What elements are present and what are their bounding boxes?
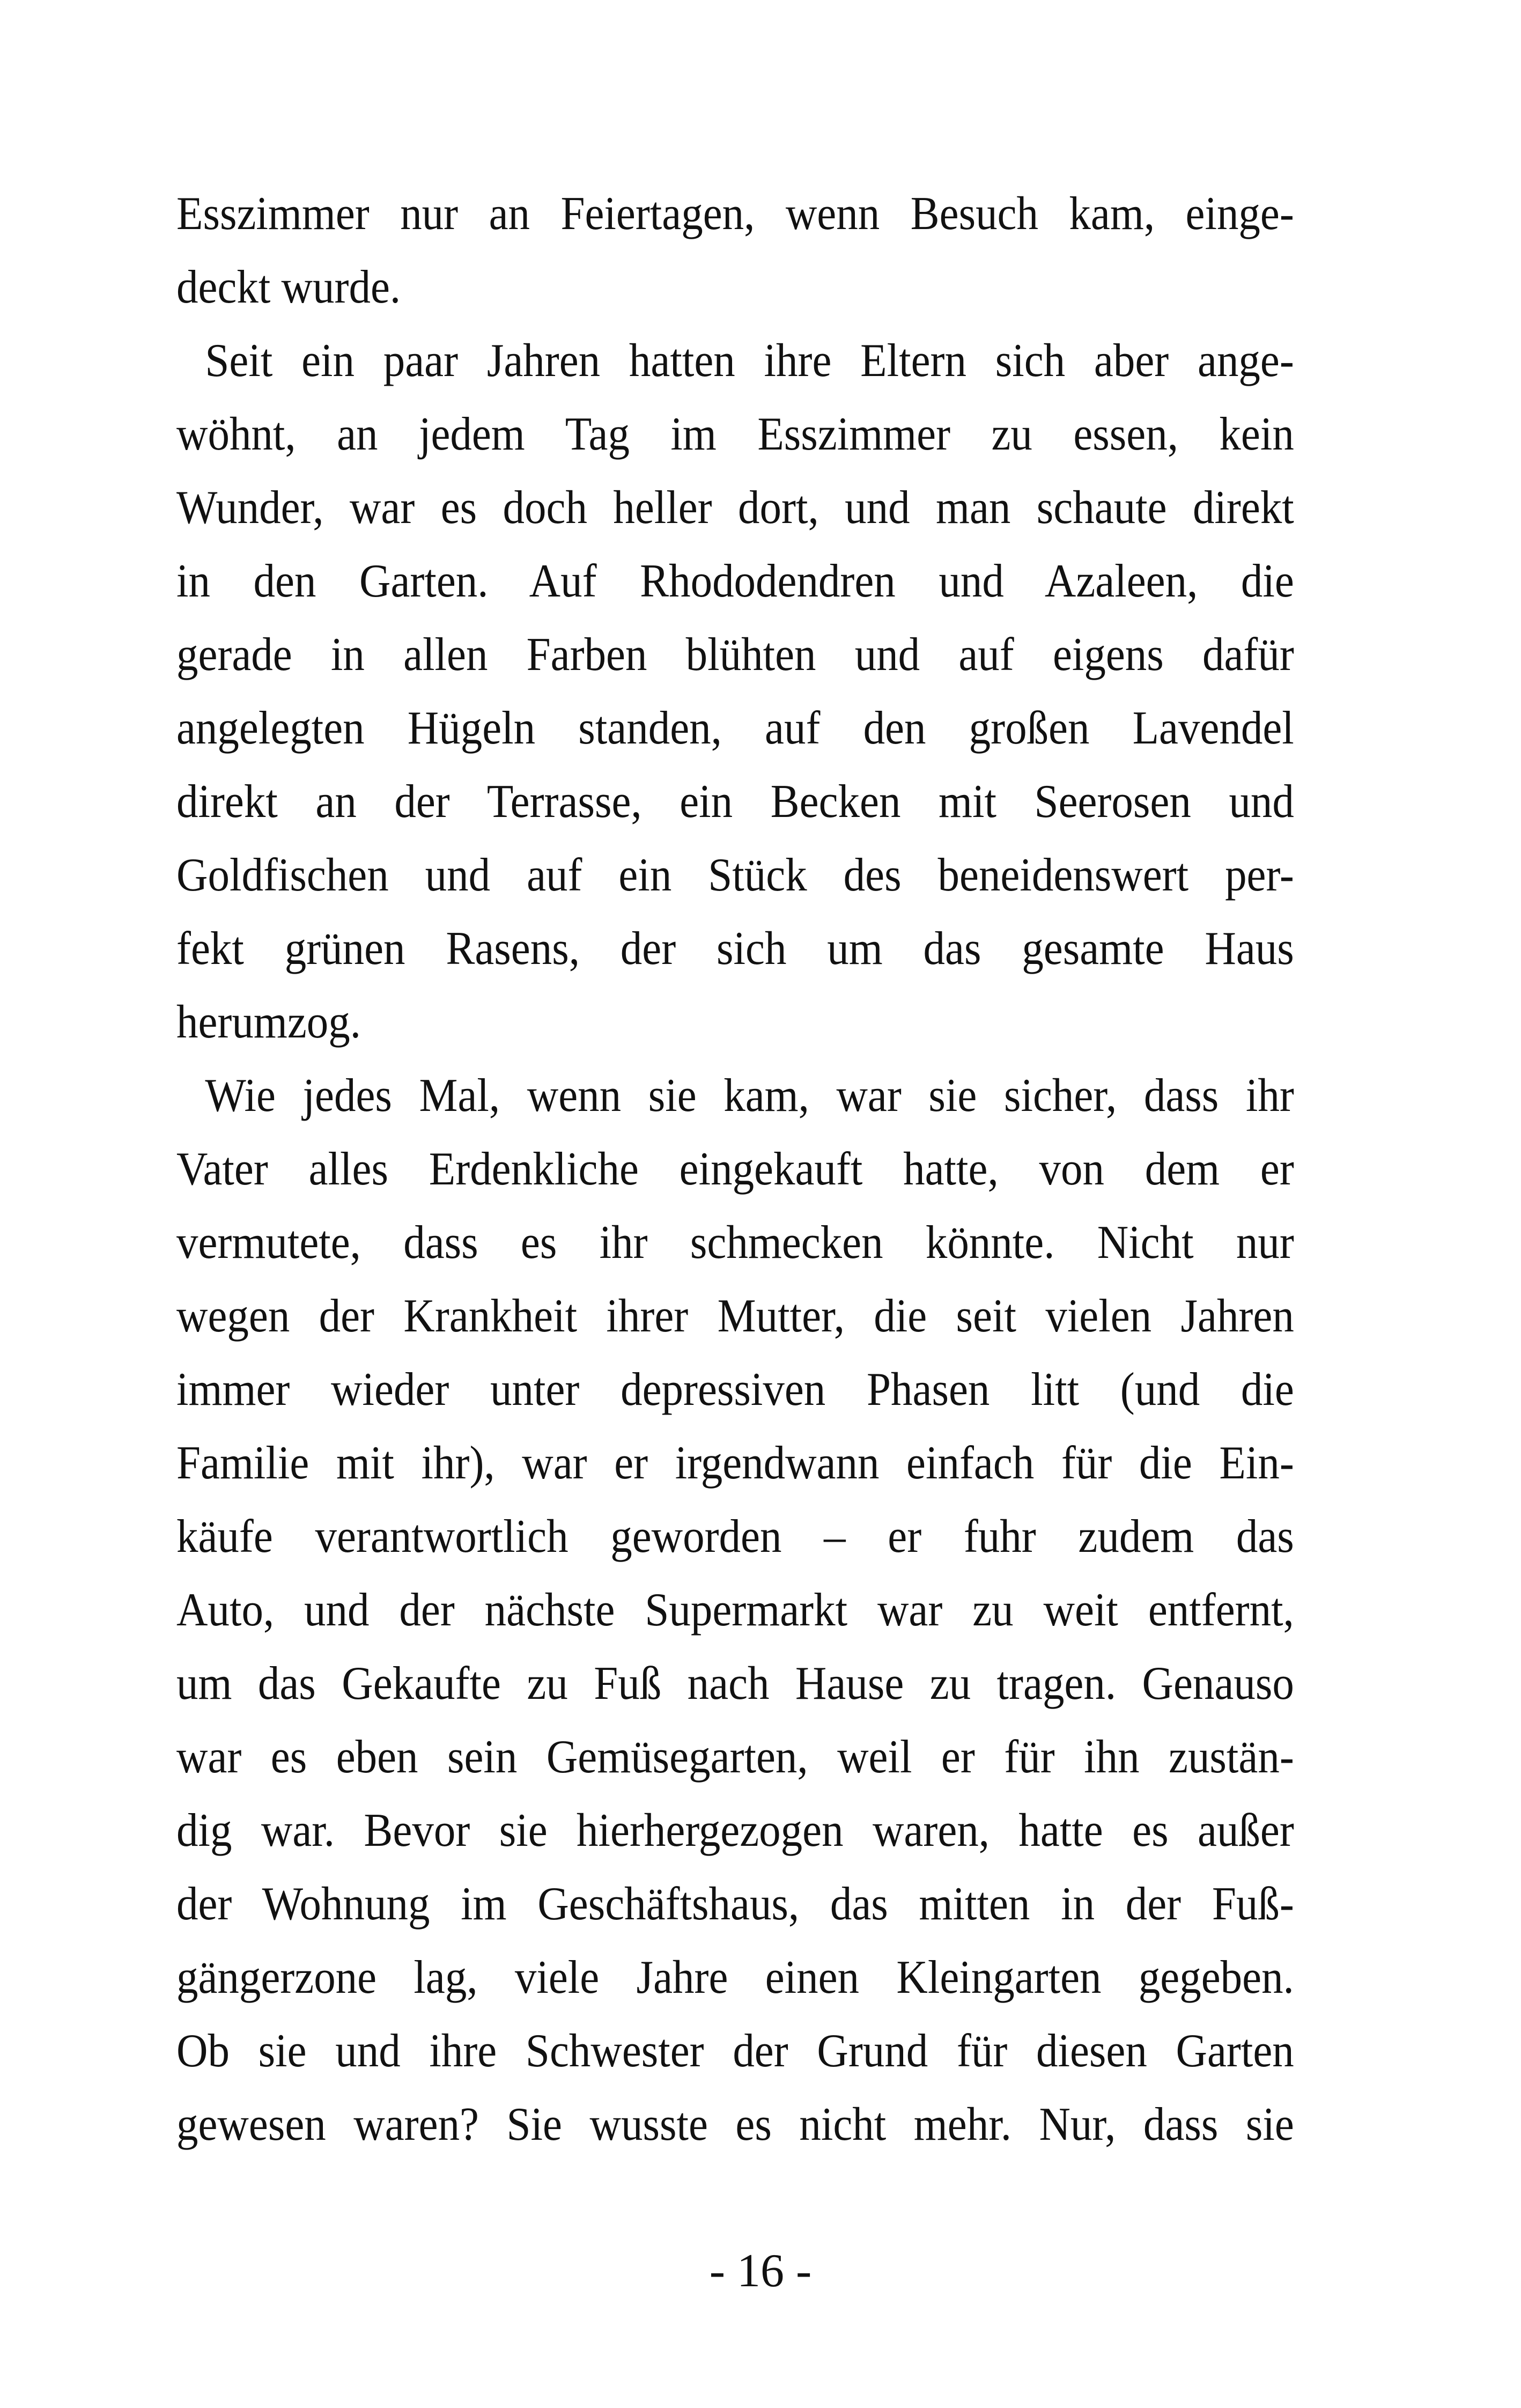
paragraph-start-line: Wie jedes Mal, wenn sie kam, war sie sicher, dass ihr <box>205 1070 1294 1122</box>
text-line: deckt wurde. <box>176 261 401 313</box>
text-line: um das Gekaufte zu Fuß nach Hause zu tragen. Genauso <box>176 1658 1294 1710</box>
text-line: immer wieder unter depressiven Phasen litt (und die <box>176 1364 1294 1416</box>
text-line: fekt grünen Rasens, der sich um das gesamte Haus <box>176 923 1294 975</box>
text-line: der Wohnung im Geschäftshaus, das mitten in der Fuß- <box>176 1878 1294 1930</box>
text-line: wegen der Krankheit ihrer Mutter, die seit vielen Jahren <box>176 1290 1294 1342</box>
text-line: war es eben sein Gemüsegarten, weil er für ihn zustän- <box>176 1731 1294 1783</box>
text-line: direkt an der Terrasse, ein Becken mit Seerosen und <box>176 776 1294 828</box>
text-line: wöhnt, an jedem Tag im Esszimmer zu essen, kein <box>176 408 1294 460</box>
text-line: herumzog. <box>176 996 361 1048</box>
text-line: Goldfischen und auf ein Stück des beneidenswert per- <box>176 849 1294 901</box>
page-number: - 16 - <box>709 2245 812 2297</box>
text-line: gängerzone lag, viele Jahre einen Kleingarten gegeben. <box>176 1952 1294 2004</box>
text-line: Vater alles Erdenkliche eingekauft hatte, von dem er <box>176 1143 1294 1195</box>
text-line: vermutete, dass es ihr schmecken könnte. Nicht nur <box>176 1217 1294 1269</box>
text-line: gewesen waren? Sie wusste es nicht mehr. Nur, dass sie <box>176 2098 1294 2151</box>
text-line: käufe verantwortlich geworden – er fuhr zudem das <box>176 1511 1294 1563</box>
paragraph-start-line: Seit ein paar Jahren hatten ihre Eltern sich aber ange- <box>205 335 1294 387</box>
text-line: Ob sie und ihre Schwester der Grund für diesen Garten <box>176 2025 1294 2077</box>
text-line: Esszimmer nur an Feiertagen, wenn Besuch kam, einge- <box>176 188 1294 240</box>
text-line: gerade in allen Farben blühten und auf eigens dafür <box>176 629 1294 681</box>
text-line: Familie mit ihr), war er irgendwann einfach für die Ein- <box>176 1437 1294 1489</box>
text-line: in den Garten. Auf Rhododendren und Azaleen, die <box>176 555 1294 607</box>
body-text <box>176 177 1294 2161</box>
text-line: Wunder, war es doch heller dort, und man schaute direkt <box>176 482 1294 534</box>
text-line: angelegten Hügeln standen, auf den großen Lavendel <box>176 702 1294 754</box>
text-line: dig war. Bevor sie hierhergezogen waren, hatte es außer <box>176 1805 1294 1857</box>
text-line: Auto, und der nächste Supermarkt war zu weit entfernt, <box>176 1584 1294 1636</box>
